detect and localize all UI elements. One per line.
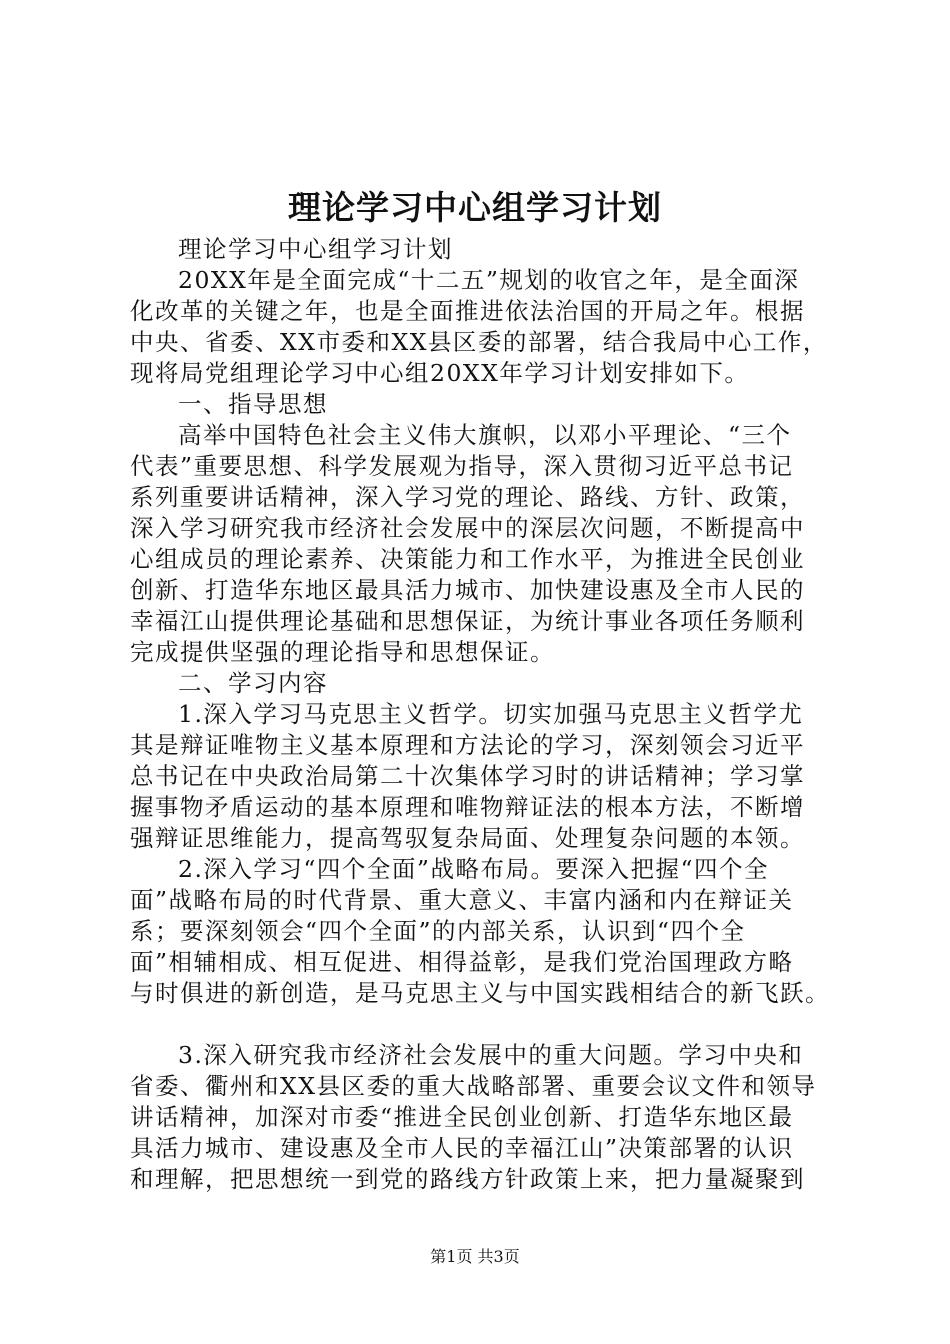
body-line: 面”战略布局的时代背景、重大意义、丰富内涵和内在辩证关 [130,886,794,914]
paragraph-spacer [130,1009,830,1040]
body-line: 省委、衢州和XX县区委的重大战略部署、重要会议文件和领导 [130,1072,817,1100]
body-line: 理论学习中心组学习计划 [178,235,453,263]
body-line: 心组成员的理论素养、决策能力和工作水平，为推进全民创业 [130,545,805,573]
body-line: 1.深入学习马克思主义哲学。切实加强马克思主义哲学尤 [178,700,804,728]
body-line: 深入学习研究我市经济社会发展中的深层次问题，不断提高中 [130,514,805,542]
body-line: 强辩证思维能力，提高驾驭复杂局面、处理复杂问题的本领。 [130,824,805,852]
body-line: 化改革的关键之年，也是全面推进依法治国的开局之年。根据 [130,297,805,325]
body-line: 现将局党组理论学习中心组20XX年学习计划安排如下。 [130,359,750,387]
section-heading: 二、学习内容 [178,669,328,697]
body-line: 讲话精神，加深对市委“推进全民创业创新、打造华东地区最 [130,1103,794,1131]
body-line: 幸福江山提供理论基础和思想保证，为统计事业各项任务顺利 [130,607,805,635]
body-line: 2.深入学习“四个全面”战略布局。要深入把握“四个全 [178,855,769,883]
body-line: 面”相辅相成、相互促进、相得益彰，是我们党治国理政方略 [130,948,794,976]
body-line: 系列重要讲话精神，深入学习党的理论、路线、方针、政策， [130,483,805,511]
body-line: 具活力城市、建设惠及全市人民的幸福江山”决策部署的认识 [130,1134,794,1162]
section-heading: 一、指导思想 [178,390,328,418]
body-line: 3.深入研究我市经济社会发展中的重大问题。学习中央和 [178,1041,804,1069]
body-line: 创新、打造华东地区最具活力城市、加快建设惠及全市人民的 [130,576,805,604]
body-line: 完成提供坚强的理论指导和思想保证。 [130,638,555,666]
document-body [130,234,830,1195]
body-line: 20XX年是全面完成“十二五”规划的收官之年，是全面深 [178,266,800,294]
body-line: 其是辩证唯物主义基本原理和方法论的学习，深刻领会习近平 [130,731,805,759]
body-line: 系；要深刻领会“四个全面”的内部关系，认识到“四个全 [130,917,746,945]
document-title: 理论学习中心组学习计划 [288,188,662,227]
page-footer: 第1页 共3页 [430,1247,520,1266]
body-line: 握事物矛盾运动的基本原理和唯物辩证法的根本方法，不断增 [130,793,805,821]
body-line: 代表”重要思想、科学发展观为指导，深入贯彻习近平总书记 [130,452,794,480]
body-line: 总书记在中央政治局第二十次集体学习时的讲话精神；学习掌 [130,762,805,790]
body-line: 高举中国特色社会主义伟大旗帜，以邓小平理论、“三个 [178,421,792,449]
body-line: 和理解，把思想统一到党的路线方针政策上来，把力量凝聚到 [130,1165,805,1193]
body-line: 与时俱进的新创造，是马克思主义与中国实践相结合的新飞跃。 [130,979,830,1007]
body-line: 中央、省委、XX市委和XX县区委的部署，结合我局中心工作， [130,328,828,356]
